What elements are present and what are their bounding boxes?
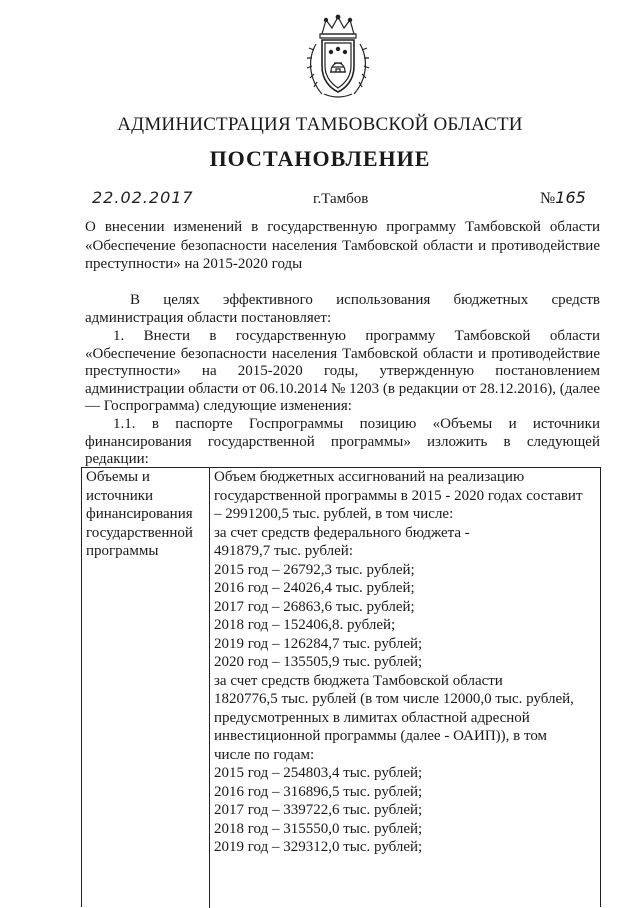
table-right-cell — [214, 468, 600, 857]
paragraph-preamble: В целях эффективного использования бюджетных средств администрация области постановляет: — [85, 292, 600, 326]
table-line: финансирования — [86, 506, 193, 522]
table-line: 2017 год – 26863,6 тыс. рублей; — [214, 598, 415, 615]
document-city: г.Тамбов — [313, 191, 369, 207]
table-line: государственной — [86, 524, 193, 541]
table-line: программы — [86, 543, 159, 559]
table-line: инвестиционной программы (далее - ОАИП)), в том — [214, 728, 548, 744]
table-line: государственной программы в 2015 - 2020 годах составит — [214, 487, 583, 504]
table-line: – 2991200,5 тыс. рублей, в том числе: — [214, 506, 454, 522]
number-sign: № — [540, 190, 556, 207]
table-line: предусмотренных в лимитах областной адресной — [214, 709, 530, 726]
document-number — [540, 188, 586, 208]
table-line: 2019 год – 329312,0 тыс. рублей; — [214, 839, 423, 855]
table-line: 491879,7 тыс. рублей: — [214, 543, 353, 559]
table-line: 2016 год – 316896,5 тыс. рублей; — [214, 783, 423, 800]
table-line: 2018 год – 152406,8. рублей; — [214, 617, 396, 633]
document-subject: О внесении изменений в государственную программу Тамбовской области «Обеспечение безопасности населения Тамбовской области и противодействие преступности» на 2015-2020 годы — [85, 219, 600, 272]
table-line: за счет средств бюджета Тамбовской области — [214, 672, 503, 689]
table-left-cell — [82, 468, 210, 908]
table-line: 2017 год – 339722,6 тыс. рублей; — [214, 802, 423, 818]
paragraph-item-1-1: 1.1. в паспорте Госпрограммы позицию «Объемы и источники финансирования государственной программы» изложить в следующей редакции: — [85, 416, 600, 468]
table-line: 2020 год – 135505,9 тыс. рублей; — [214, 654, 423, 670]
table-line: 2015 год – 254803,4 тыс. рублей; — [214, 765, 423, 781]
document-date: 22.02.2017 — [92, 188, 194, 207]
number-value: 165 — [555, 188, 586, 207]
table-line: Объемы и — [86, 469, 150, 485]
table-line: 1820776,5 тыс. рублей (в том числе 12000,0 тыс. рублей, — [214, 691, 574, 707]
coat-of-arms-emblem — [304, 14, 372, 100]
table-line: 2016 год – 24026,4 тыс. рублей; — [214, 580, 415, 596]
table-line: за счет средств федерального бюджета - — [214, 524, 470, 541]
table-line: источники — [86, 487, 154, 504]
table-line: 2019 год – 126284,7 тыс. рублей; — [214, 635, 423, 652]
paragraph-item-1: 1. Внести в государственную программу Тамбовской области «Обеспечение безопасности населения Тамбовской области и противодействие преступности» на 2015-2020 годы, утвержденную постановлением администрации области от 06.10.2014 № 1203 (в редакции от 28.12.2016), (далее — Госпрограмма) следующие изменения: — [85, 328, 600, 415]
organization-title: АДМИНИСТРАЦИЯ ТАМБОВСКОЙ ОБЛАСТИ — [117, 114, 523, 135]
financing-table — [81, 467, 601, 907]
table-line: Объем бюджетных ассигнований на реализацию — [214, 469, 525, 485]
table-line: числе по годам: — [214, 746, 315, 763]
table-line: 2015 год – 26792,3 тыс. рублей; — [214, 561, 415, 578]
table-line: 2018 год – 315550,0 тыс. рублей; — [214, 820, 423, 837]
document-title: ПОСТАНОВЛЕНИЕ — [209, 146, 431, 171]
